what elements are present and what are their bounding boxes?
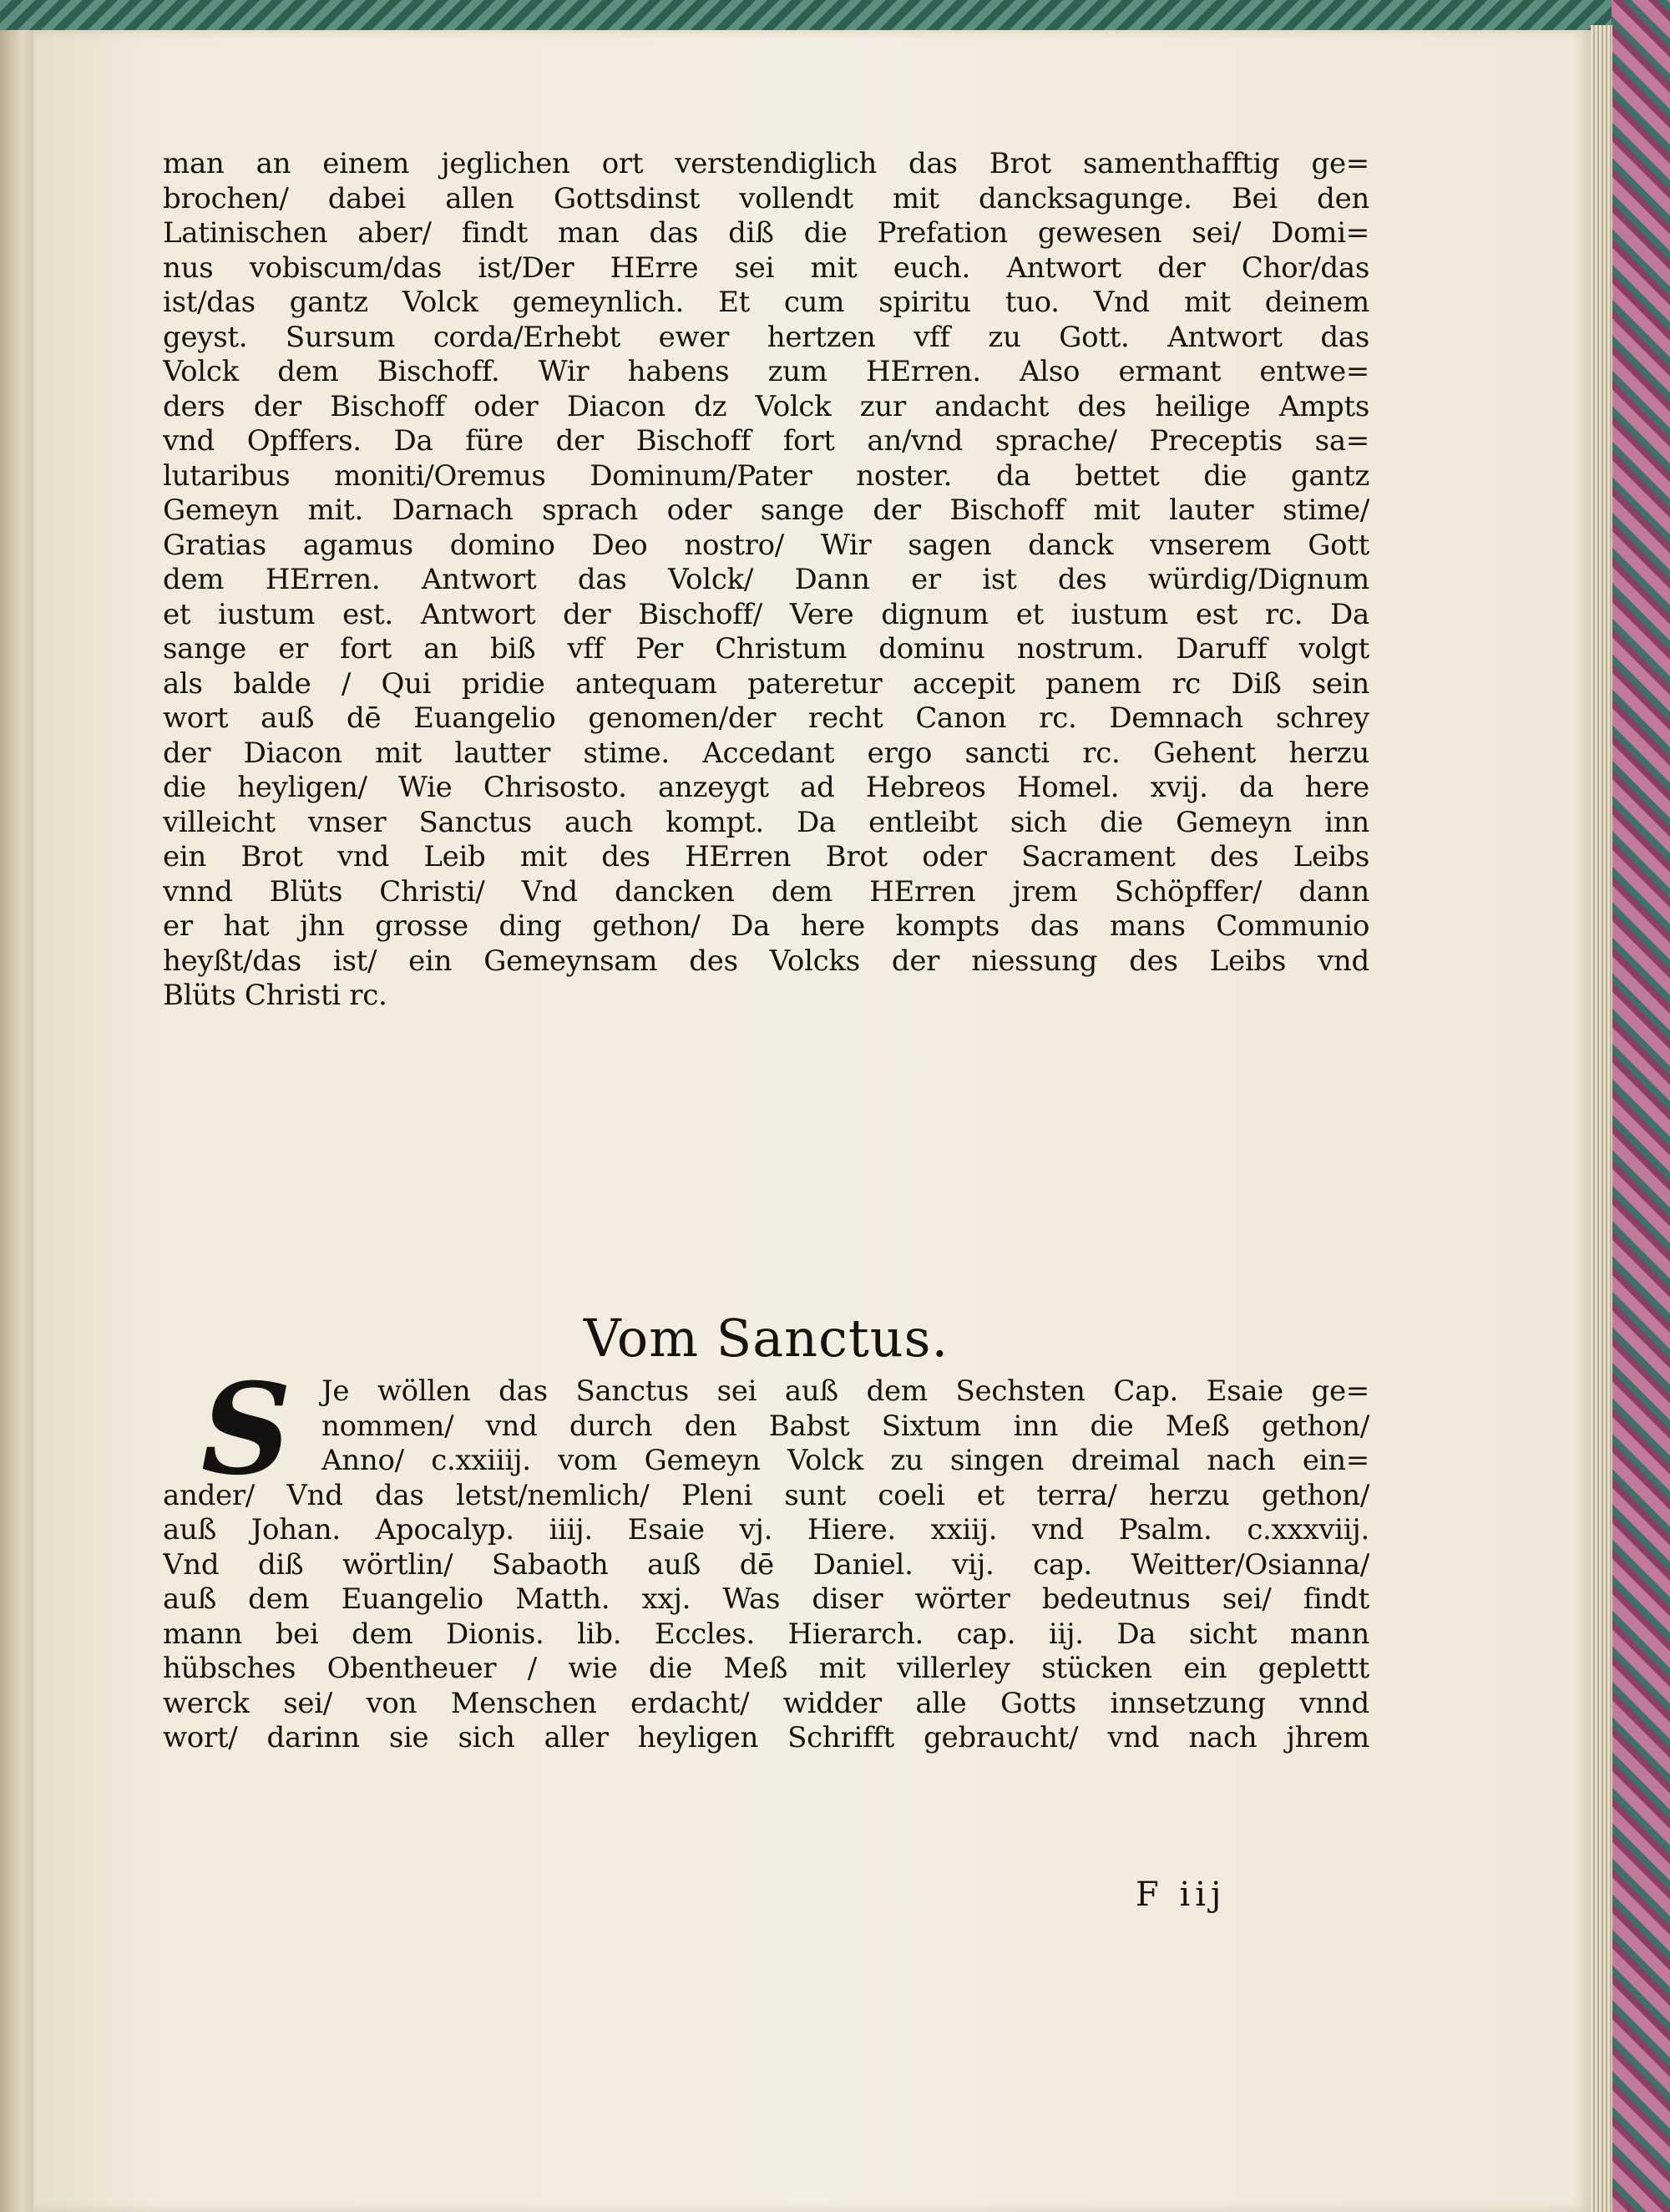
text-line: vnnd Blüts Christi/ Vnd dancken dem HErren jrem Schöpffer/ dann [163,874,1369,909]
text-line: et iustum est. Antwort der Bischoff/ Vere dignum et iustum est rc. Da [163,597,1369,631]
binding-cover-top [0,0,1670,33]
text-line: nommen/ vnd durch den Babst Sixtum inn die Meß gethon/ [321,1409,1369,1443]
text-line: mann bei dem Dionis. lib. Eccles. Hierarch. cap. iij. Da sicht mann [163,1617,1369,1651]
text-line: Gratias agamus domino Deo nostro/ Wir sagen danck vnserem Gott [163,528,1369,562]
text-line: lutaribus moniti/Oremus Dominum/Pater noster. da bettet die gantz [163,458,1369,493]
text-line: Gemeyn mit. Darnach sprach oder sange der Bischoff mit lauter stime/ [163,494,1369,527]
binding-cover-right [1612,0,1670,2212]
text-line: vnd Opffers. Da füre der Bischoff fort an/vnd sprache/ Preceptis sa= [163,424,1369,458]
text-line: werck sei/ von Menschen erdacht/ widder alle Gotts innsetzung vnnd [163,1686,1369,1720]
signature-mark: F iij [1136,1875,1227,1914]
book-page [33,30,1591,2212]
text-line: Vnd diß wörtlin/ Sabaoth auß dē Daniel. vij. cap. Weitter/Osianna/ [163,1547,1369,1582]
text-line: Blüts Christi rc. [163,979,387,1012]
text-line: hübsches Obentheuer / wie die Meß mit villerley stücken ein geplettt [163,1652,1369,1685]
text-line: villeicht vnser Sanctus auch kompt. Da entleibt sich die Gemeyn inn [163,805,1369,839]
text-line: auß Johan. Apocalyp. iiij. Esaie vj. Hiere. xxiij. vnd Psalm. c.xxxviij. [163,1513,1369,1546]
text-line: geyst. Sursum corda/Erhebt ewer hertzen vff zu Gott. Antwort das [163,320,1369,354]
text-line: nus vobiscum/das ist/Der HErre sei mit euch. Antwort der Chor/das [163,251,1369,285]
decorated-initial: S [200,1356,292,1503]
section-heading: Vom Sanctus. [583,1308,949,1369]
text-line: heyßt/das ist/ ein Gemeynsam des Volcks der niessung des Leibs vnd [163,944,1369,978]
text-line: man an einem jeglichen ort verstendiglich das Brot samenthafftig ge= [163,147,1369,180]
text-line: die heyligen/ Wie Chrisosto. anzeygt ad Hebreos Homel. xvij. da here [163,771,1369,804]
text-line: Anno/ c.xxiiij. vom Gemeyn Volck zu singen dreimal nach ein= [321,1444,1369,1477]
text-line: ein Brot vnd Leib mit des HErren Brot oder Sacrament des Leibs [163,840,1369,873]
text-line: wort/ darinn sie sich aller heyligen Schrifft gebraucht/ vnd nach jhrem [163,1721,1369,1754]
paragraph-1 [163,147,1369,1014]
text-line: ders der Bischoff oder Diacon dz Volck zur andacht des heilige Ampts [163,389,1369,423]
text-line: brochen/ dabei allen Gottsdinst vollendt mit dancksagunge. Bei den [163,181,1369,215]
text-line: als balde / Qui pridie antequam pateretur accepit panem rc Diß sein [163,666,1369,701]
text-line: sange er fort an biß vff Per Christum dominu nostrum. Daruff volgt [163,632,1369,666]
text-line: der Diacon mit lautter stime. Accedant ergo sancti rc. Gehent herzu [163,736,1369,770]
paragraph-2 [163,1356,1369,1756]
text-line: ist/das gantz Volck gemeynlich. Et cum spiritu tuo. Vnd mit deinem [163,286,1369,319]
text-line: ander/ Vnd das letst/nemlich/ Pleni sunt coeli et terra/ herzu gethon/ [163,1478,1369,1512]
text-line: Je wöllen das Sanctus sei auß dem Sechsten Cap. Esaie ge= [321,1374,1369,1408]
text-line: wort auß dē Euangelio genomen/der recht Canon rc. Demnach schrey [163,701,1369,735]
text-line: er hat jhn grosse ding gethon/ Da here kompts das mans Communio [163,909,1369,943]
text-line: dem HErren. Antwort das Volck/ Dann er ist des würdig/Dignum [163,563,1369,596]
text-line: auß dem Euangelio Matth. xxj. Was diser wörter bedeutnus sei/ findt [163,1582,1369,1616]
fore-edge-leaves [1591,25,1612,2212]
text-line: Latinischen aber/ findt man das diß die Prefation gewesen sei/ Domi= [163,216,1369,250]
text-line: Volck dem Bischoff. Wir habens zum HErren. Also ermant entwe= [163,355,1369,388]
